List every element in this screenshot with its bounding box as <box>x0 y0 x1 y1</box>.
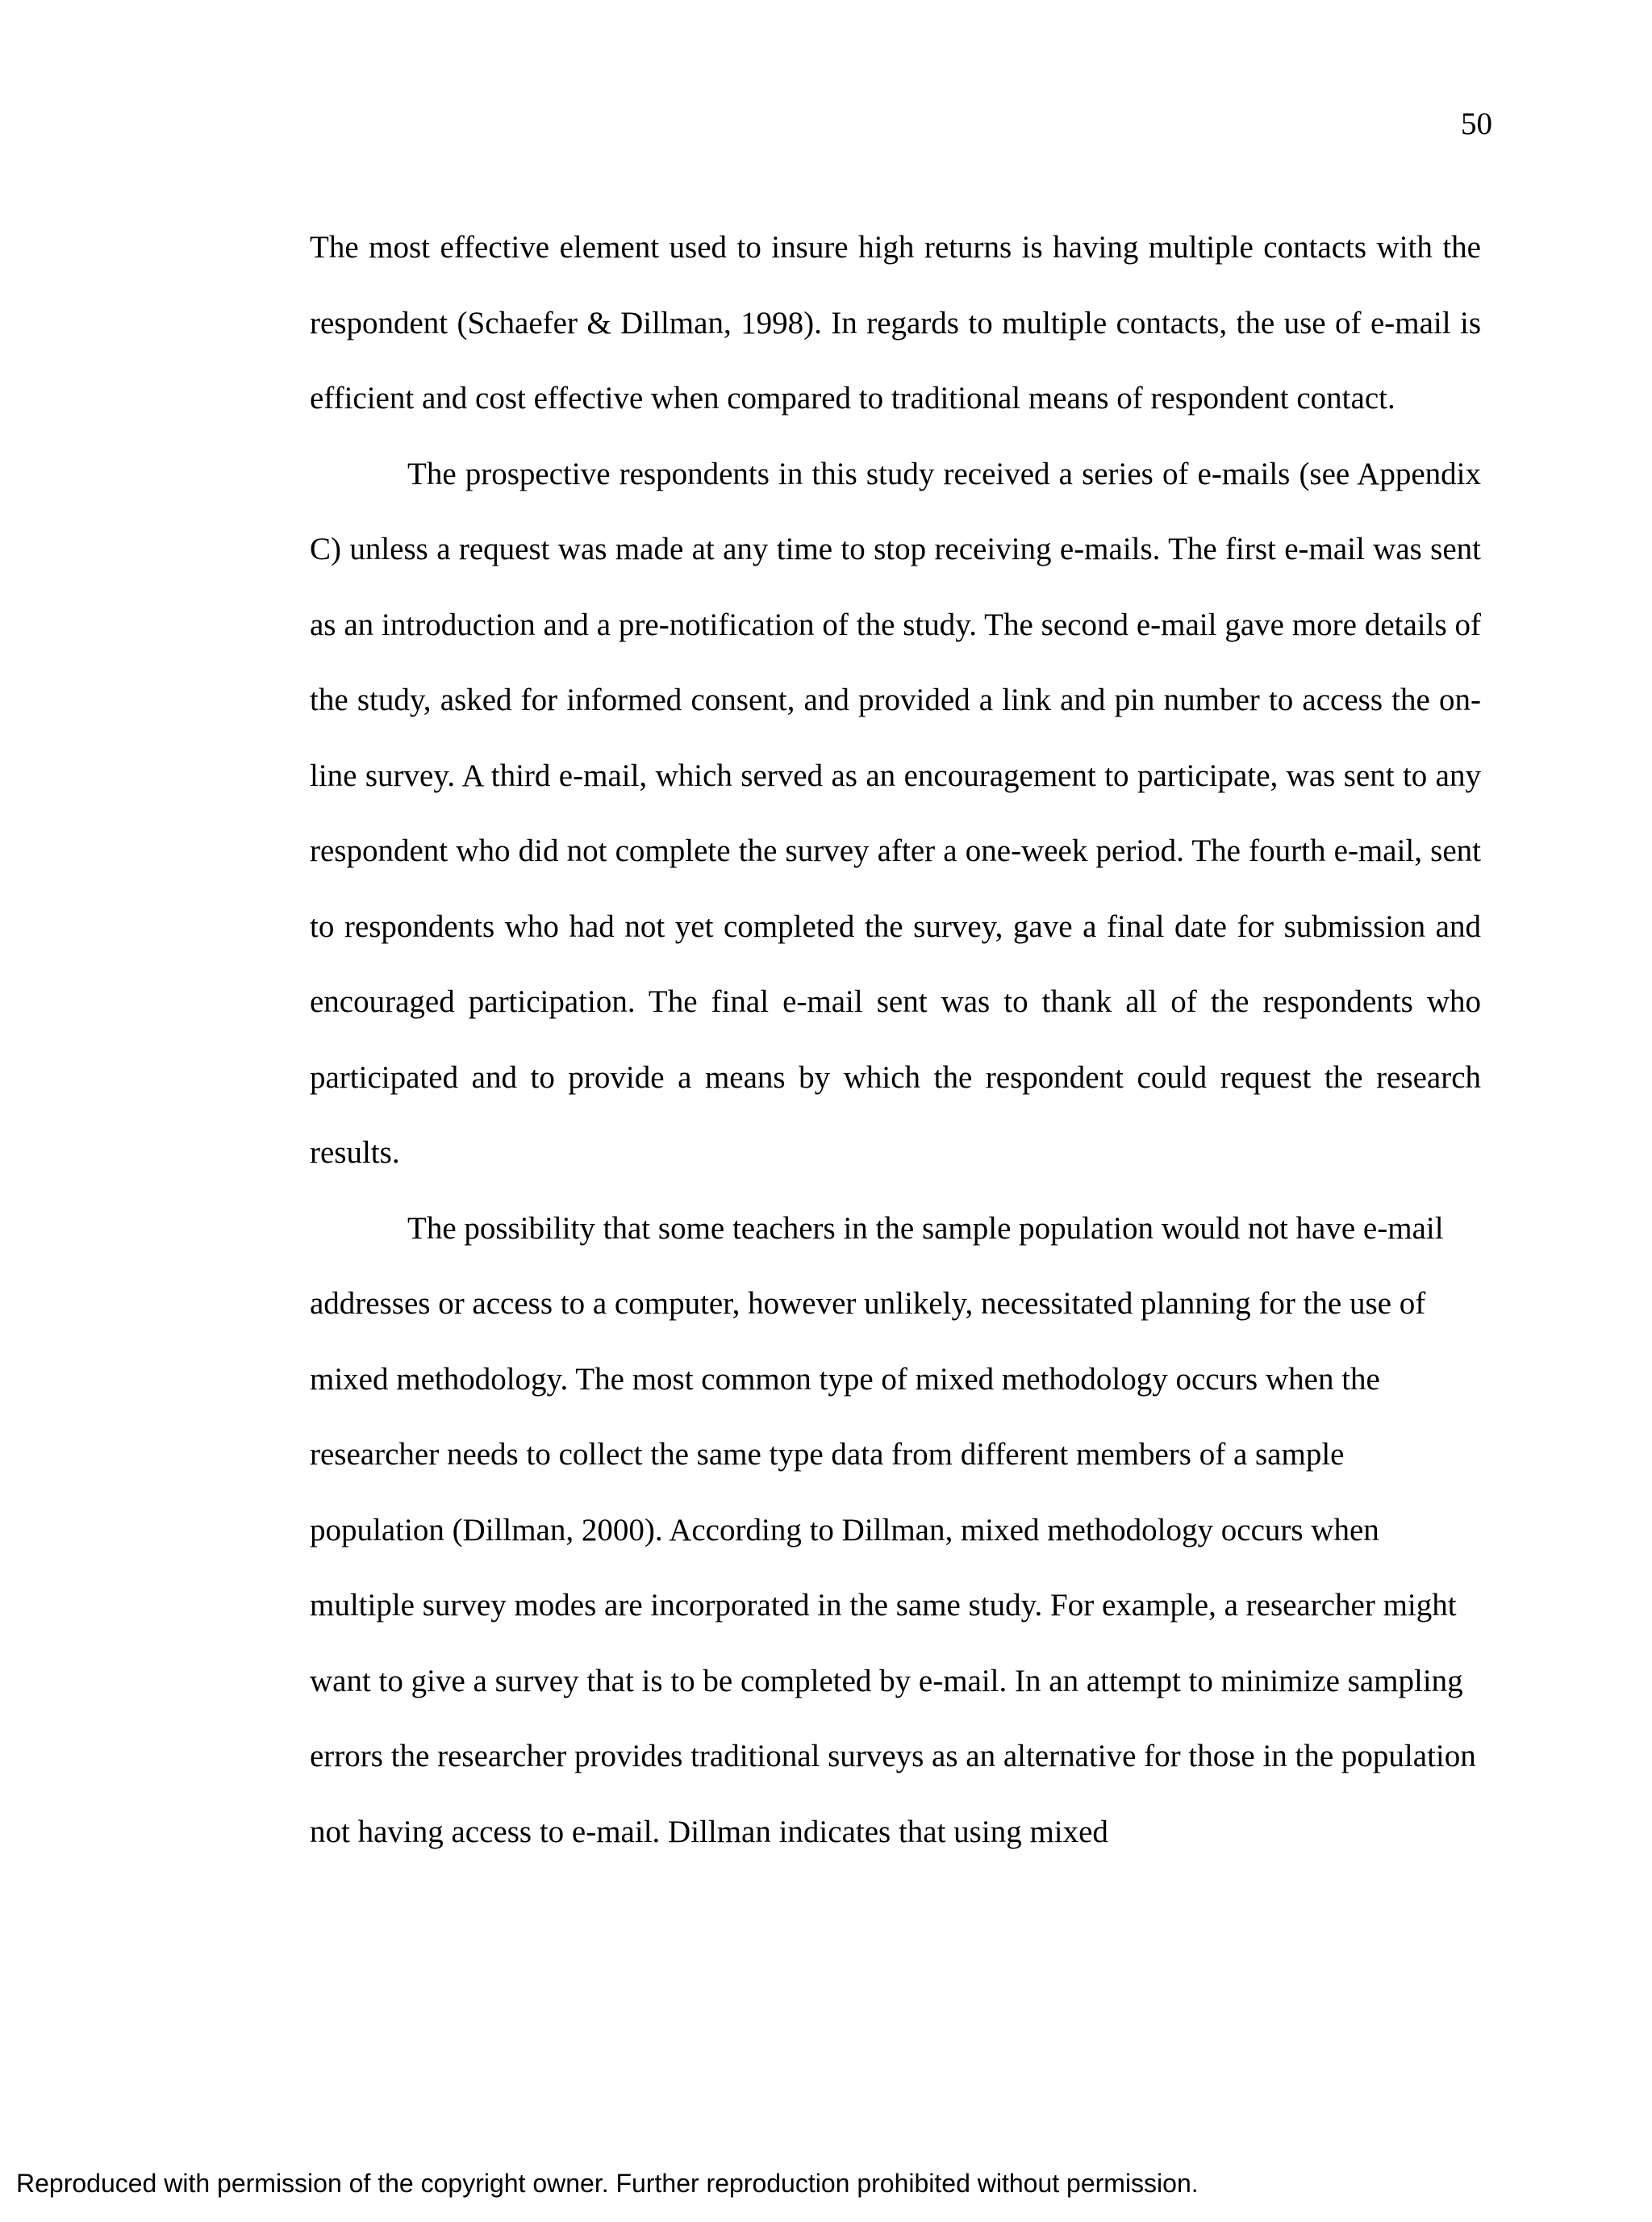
page-number: 50 <box>1461 107 1492 141</box>
paragraph-email-series: The prospective respondents in this study received a series of e-mails (see Appendix C) unless a request was made at any time to stop receiving e-mails. The first e-mail was sent as an introduction and a pre-notification of the study. The second e-mail gave more details of the study, asked for informed consent, and provided a link and pin number to access the on-line survey. A third e-mail, which served as an encouragement to participate, was sent to any respondent who did not complete the survey after a one-week period. The fourth e-mail, sent to respondents who had not yet completed the survey, gave a final date for submission and encouraged participation. The final e-mail sent was to thank all of the respondents who participated and to provide a means by which the respondent could request the research results. <box>310 456 1481 1170</box>
document-body <box>310 210 1481 1869</box>
copyright-notice: Reproduced with permission of the copyright owner. Further reproduction prohibited without permission. <box>16 2169 1199 2198</box>
paragraph-mixed-methodology: The possibility that some teachers in the sample population would not have e-mail addresses or access to a computer, however unlikely, necessitated planning for the use of mixed methodology. The most common type of mixed methodology occurs when the researcher needs to collect the same type data from different members of a sample population (Dillman, 2000). According to Dillman, mixed methodology occurs when multiple survey modes are incorporated in the same study. For example, a researcher might want to give a survey that is to be completed by e-mail. In an attempt to minimize sampling errors the researcher provides traditional surveys as an alternative for those in the population not having access to e-mail. Dillman indicates that using mixed <box>310 1210 1476 1849</box>
paragraph-multiple-contacts: The most effective element used to insure high returns is having multiple contacts with the respondent (Schaefer & Dillman, 1998). In regards to multiple contacts, the use of e-mail is efficient and cost effective when compared to traditional means of respondent contact. <box>310 230 1481 416</box>
